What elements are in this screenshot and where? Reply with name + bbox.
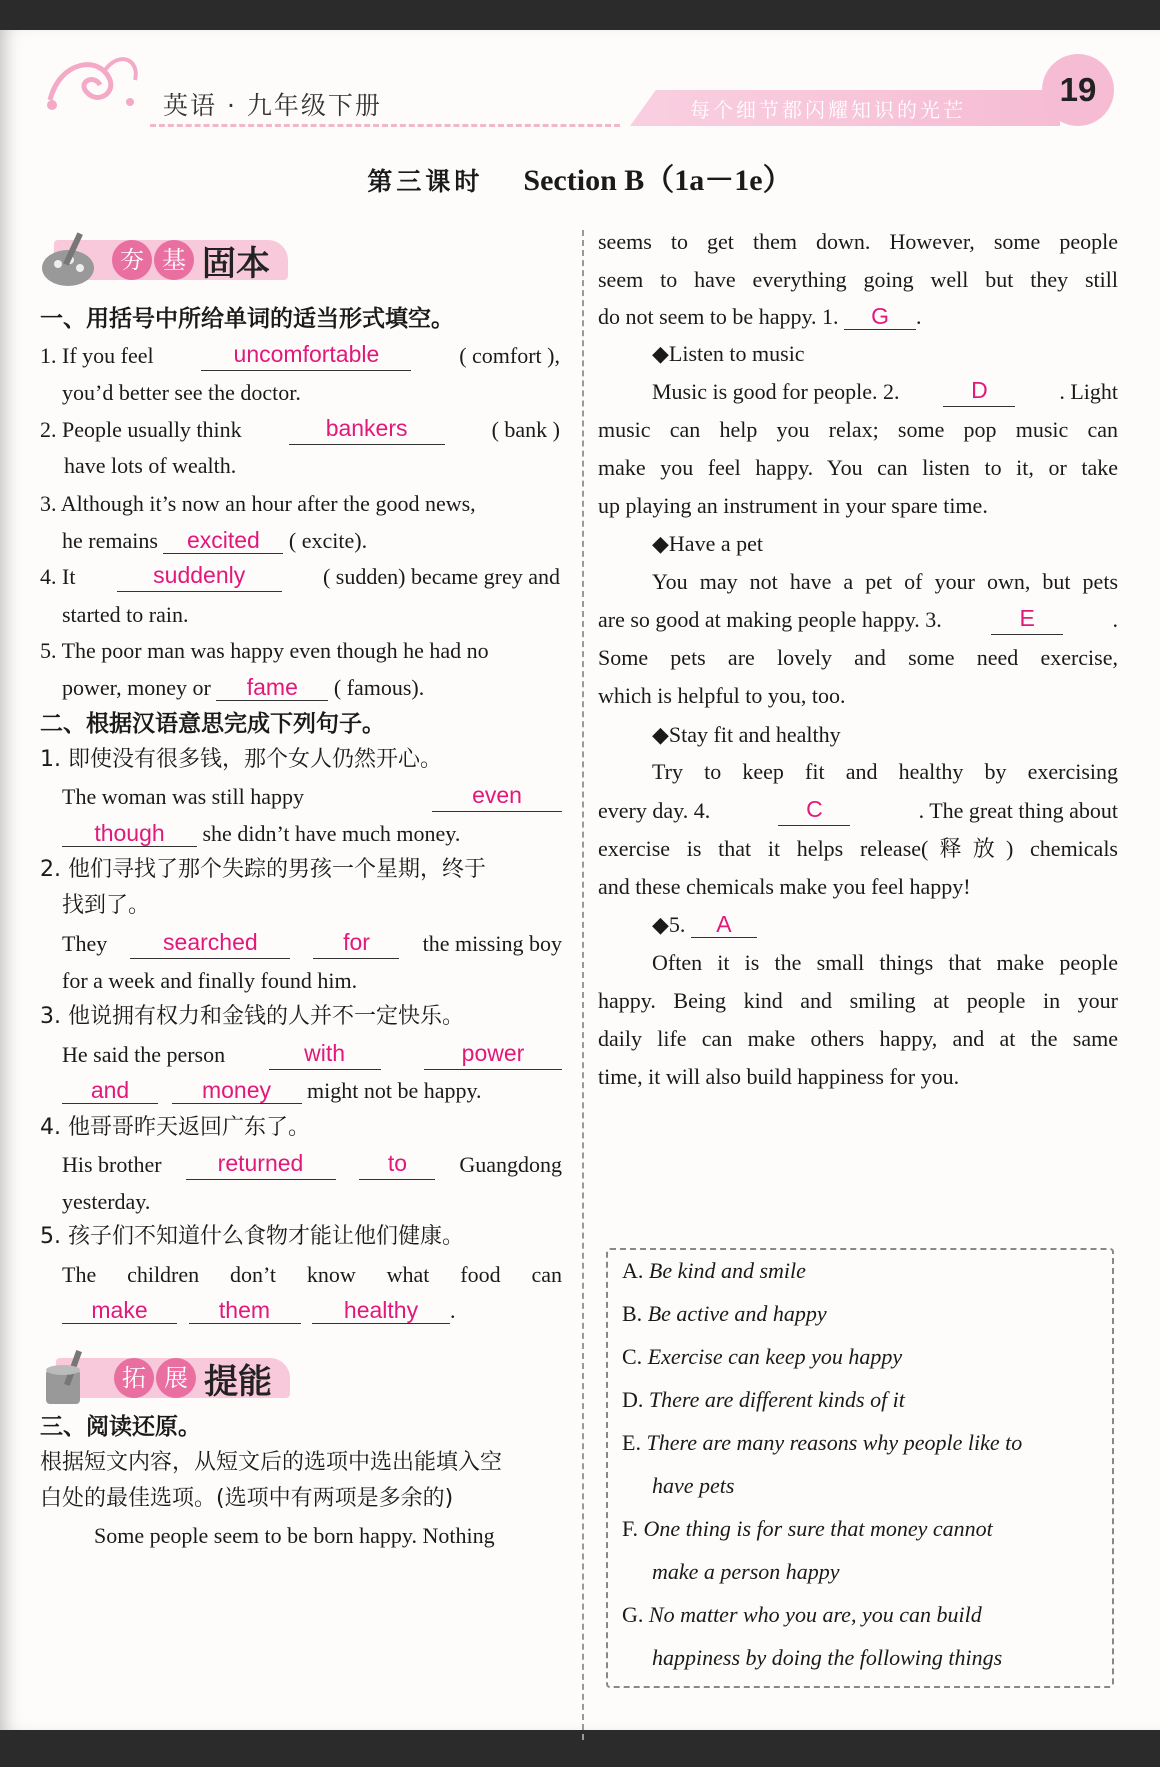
part3-instruction-1: 根据短文内容，从短文后的选项中选出能填入空: [40, 1450, 503, 1475]
passage-line-3: [598, 302, 922, 332]
q5-line2: [62, 673, 424, 703]
p2q5-period: .: [450, 1298, 456, 1323]
p2q5-line1: The children don’t know what food can: [62, 1262, 562, 1287]
passage-blank-2: D: [943, 377, 1015, 407]
p2q4-blank-2: to: [359, 1150, 435, 1180]
section-badge-foundation: [40, 230, 288, 290]
p2q4-line2: yesterday.: [62, 1189, 151, 1214]
option-label: C.: [622, 1344, 643, 1369]
passage-first-line: Some people seem to be born happy. Nothing: [94, 1523, 495, 1548]
badge-char-1: 夯: [112, 240, 152, 280]
p2q3-text: He said the person: [62, 1042, 226, 1067]
q3-text: he remains: [62, 528, 158, 553]
q4-line2: started to rain.: [62, 602, 189, 627]
option-text: There are many reasons why people like to: [646, 1430, 1023, 1455]
header-slogan: 每个细节都闪耀知识的光芒: [690, 98, 966, 122]
p2q2-blank-2: for: [313, 929, 399, 959]
passage-blank-1: G: [844, 303, 916, 330]
q1-answer-blank: uncomfortable: [201, 341, 411, 371]
p2q3-line1: [62, 1040, 562, 1070]
p2q1-text-end: she didn’t have much money.: [202, 821, 461, 846]
passage-line-7: up playing an instrument in your spare time.: [598, 493, 988, 518]
passage-blank-4: C: [778, 796, 850, 826]
option-e: [622, 1428, 1022, 1458]
lesson-section: Section B（1a－1e）: [523, 164, 793, 197]
passage-text: . Light: [1059, 379, 1118, 404]
passage-blank-5: A: [691, 911, 757, 938]
palette-icon: [40, 230, 102, 290]
part1-heading: 一、用括号中所给单词的适当形式填空。: [40, 306, 454, 332]
badge-char-3: 拓: [114, 1358, 154, 1398]
passage-text: do not seem to be happy. 1.: [598, 304, 839, 329]
option-label: E.: [622, 1430, 641, 1455]
p2q3-line2: [62, 1076, 482, 1106]
lesson-period: 第三课时: [367, 167, 484, 196]
option-label: F.: [622, 1516, 638, 1541]
subheading-listen-music: ◆Listen to music: [652, 341, 805, 366]
badge-char-2: 基: [154, 240, 194, 280]
p2q1-blank-2: though: [62, 820, 197, 847]
p2q3-blank-4: money: [172, 1077, 302, 1104]
q4-line1: [40, 562, 560, 592]
p2q4-text-mid: Guangdong: [459, 1152, 562, 1177]
q2-line2: have lots of wealth.: [64, 453, 237, 478]
page-header: [0, 30, 1160, 130]
p2q5-chinese: 5. 孩子们不知道什么食物才能让他们健康。: [40, 1224, 464, 1249]
q5-hint: ( famous).: [333, 675, 425, 700]
p2q1-line2: [62, 819, 460, 849]
q4-hint: ( sudden) became grey and: [322, 564, 560, 589]
subheading-stay-fit: ◆Stay fit and healthy: [652, 722, 841, 747]
option-f-cont: make a person happy: [652, 1559, 840, 1584]
p2q3-blank-1: with: [269, 1040, 381, 1070]
p2q2-blank-1: searched: [130, 929, 290, 959]
workbook-page: [0, 30, 1160, 1730]
p2q5-line2: [62, 1296, 456, 1326]
passage-blank-3: E: [991, 605, 1063, 635]
q3-line2: [62, 526, 367, 556]
option-text: Be kind and smile: [648, 1258, 806, 1283]
option-c: [622, 1342, 902, 1372]
passage-line-13: [598, 796, 1118, 826]
option-label: A.: [622, 1258, 644, 1283]
q4-answer-blank: suddenly: [117, 562, 282, 592]
p2q2-line1: [62, 929, 562, 959]
option-text: Exercise can keep you happy: [647, 1344, 903, 1369]
option-g-cont: happiness by doing the following things: [652, 1645, 1003, 1670]
passage-line-6: make you feel happy. You can listen to it, or take: [598, 455, 1118, 480]
section-badge-extension: [40, 1348, 290, 1408]
p2q5-blank-2: them: [189, 1297, 301, 1324]
q5-text: power, money or: [62, 675, 211, 700]
q3-line1: 3. Although it’s now an hour after the good news,: [40, 491, 476, 516]
passage-text: every day. 4.: [598, 798, 711, 823]
option-a: [622, 1256, 806, 1286]
p2q1-chinese: 1. 即使没有很多钱，那个女人仍然开心。: [40, 747, 442, 772]
q3-answer-blank: excited: [163, 527, 283, 554]
option-text: No matter who you are, you can build: [648, 1602, 982, 1627]
passage-text: are so good at making people happy. 3.: [598, 607, 942, 632]
passage-text: ◆5.: [652, 912, 686, 937]
part2-heading: 二、根据汉语意思完成下列句子。: [40, 711, 385, 737]
p2q2-text-mid: the missing boy: [422, 931, 562, 956]
option-g: [622, 1600, 982, 1630]
subheading-five: [652, 910, 757, 940]
option-f: [622, 1514, 993, 1544]
page-number: 19: [1059, 71, 1097, 108]
q2-text: 2. People usually think: [40, 417, 242, 442]
floral-flourish-icon: [40, 50, 150, 120]
p2q1-text: The woman was still happy: [62, 784, 304, 809]
book-title: 英语 · 九年级下册: [163, 91, 382, 120]
p2q4-chinese: 4. 他哥哥昨天返回广东了。: [40, 1115, 310, 1140]
badge-title-2: 提能: [204, 1361, 272, 1402]
option-label: G.: [622, 1602, 644, 1627]
p2q2-chinese: 2. 他们寻找了那个失踪的男孩一个星期，终于: [40, 857, 486, 882]
passage-line-15: and these chemicals make you feel happy!: [598, 874, 971, 899]
p2q2-line2: for a week and finally found him.: [62, 968, 358, 993]
q3-hint: ( excite).: [288, 528, 368, 553]
passage-line-12: Try to keep fit and healthy by exercising: [652, 759, 1118, 784]
p2q1-line1: [62, 782, 562, 812]
p2q3-blank-3: and: [62, 1077, 158, 1104]
passage-text: .: [916, 304, 922, 329]
passage-text: Music is good for people. 2.: [652, 379, 900, 404]
q5-answer-blank: fame: [216, 674, 328, 701]
q1-line2: you’d better see the doctor.: [62, 380, 301, 405]
option-b: [622, 1299, 827, 1329]
badge-title: 固本: [202, 243, 270, 284]
q1-line1: [40, 341, 560, 371]
option-text: Be active and happy: [647, 1301, 827, 1326]
p2q2-text: They: [62, 931, 108, 956]
paint-bucket-icon: [40, 1348, 96, 1408]
column-divider: [582, 230, 584, 1740]
passage-line-14: exercise is that it helps release(释放) chemicals: [598, 836, 1118, 861]
passage-line-16: Often it is the small things that make people: [652, 950, 1118, 975]
passage-line-8: You may not have a pet of your own, but pets: [652, 569, 1118, 594]
passage-line-10: Some pets are lovely and some need exercise,: [598, 645, 1118, 670]
option-e-cont: have pets: [652, 1473, 735, 1498]
q5-line1: 5. The poor man was happy even though he had no: [40, 638, 489, 663]
q2-answer-blank: bankers: [289, 415, 445, 445]
part3-instruction-2: 白处的最佳选项。(选项中有两项是多余的): [40, 1486, 454, 1511]
p2q4-line1: [62, 1150, 562, 1180]
passage-line-2: seem to have everything going well but they still: [598, 267, 1118, 292]
passage-line-19: time, it will also build happiness for you.: [598, 1064, 960, 1089]
passage-line-4: [652, 377, 1118, 407]
passage-line-1: seems to get them down. However, some people: [598, 229, 1118, 254]
subheading-have-pet: ◆Have a pet: [652, 531, 763, 556]
p2q3-blank-2: power: [424, 1040, 562, 1070]
passage-line-9: [598, 605, 1118, 635]
p2q4-text: His brother: [62, 1152, 162, 1177]
passage-line-11: which is helpful to you, too.: [598, 683, 846, 708]
q4-text: 4. It: [40, 564, 76, 589]
option-d: [622, 1385, 905, 1415]
passage-line-5: music can help you relax; some pop music can: [598, 417, 1118, 442]
passage-line-18: daily life can make others happy, and at the same: [598, 1026, 1118, 1051]
q1-hint: ( comfort ),: [459, 343, 560, 368]
p2q5-blank-3: healthy: [312, 1297, 450, 1324]
q2-line1: [40, 415, 560, 445]
p2q3-text-end: might not be happy.: [307, 1078, 482, 1103]
passage-line-17: happy. Being kind and smiling at people in your: [598, 988, 1118, 1013]
option-label: D.: [622, 1387, 644, 1412]
badge-char-4: 展: [156, 1358, 196, 1398]
passage-text: . The great thing about: [918, 798, 1118, 823]
option-text: One thing is for sure that money cannot: [643, 1516, 993, 1541]
q2-hint: ( bank ): [491, 417, 560, 442]
option-text: There are different kinds of it: [648, 1387, 905, 1412]
p2q4-blank-1: returned: [186, 1150, 336, 1180]
p2q3-chinese: 3. 他说拥有权力和金钱的人并不一定快乐。: [40, 1004, 464, 1029]
p2q2-chinese-2: 找到了。: [62, 893, 151, 918]
option-label: B.: [622, 1301, 643, 1326]
q1-text: 1. If you feel: [40, 343, 154, 368]
p2q1-blank-1: even: [432, 782, 562, 812]
part3-heading: 三、阅读还原。: [40, 1414, 201, 1440]
lesson-title: [0, 155, 1160, 199]
p2q5-blank-1: make: [62, 1297, 177, 1324]
header-dashed-line: [150, 124, 620, 127]
passage-text: .: [1112, 607, 1118, 632]
